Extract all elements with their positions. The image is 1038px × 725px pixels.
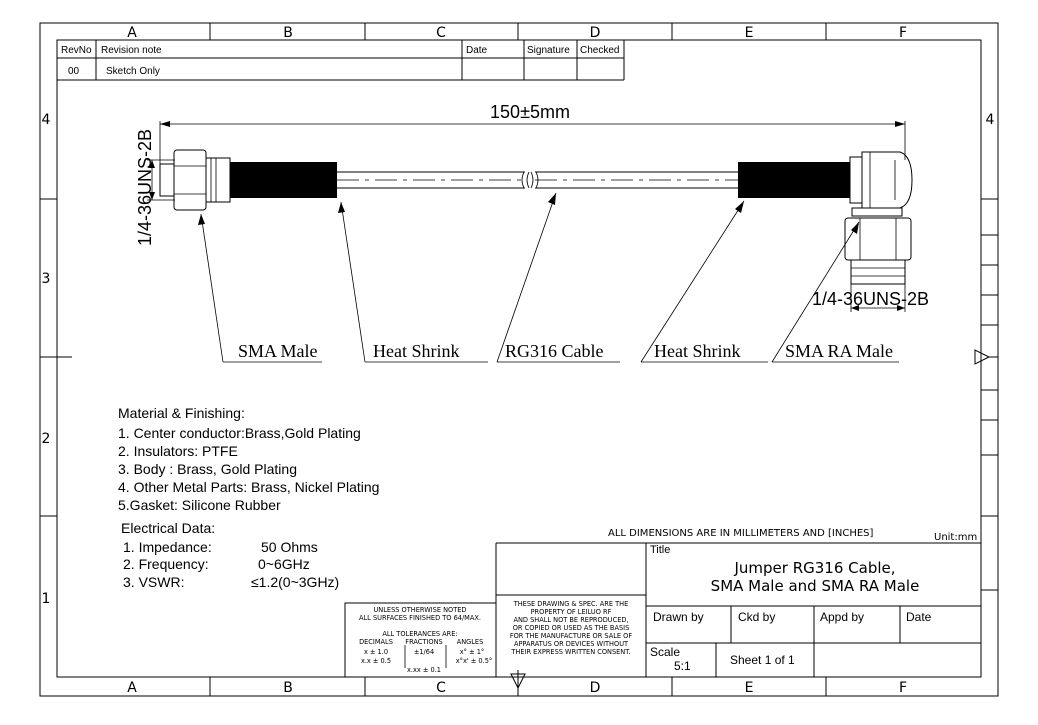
row-label-left-4: 4	[41, 112, 51, 128]
tolerance-header-fractions: FRACTIONS	[405, 638, 443, 646]
drawn-by-label: Drawn by	[653, 610, 704, 624]
tolerance-decimal-1: x ± 1.0	[363, 648, 389, 656]
tolerance-line-3: ALL TOLERANCES ARE:	[382, 630, 458, 638]
callout-heat-shrink-right: Heat Shrink	[654, 341, 741, 361]
row-label-left-3: 3	[41, 271, 51, 287]
col-label-top-b: B	[283, 25, 293, 41]
col-label-bottom-d: D	[589, 680, 601, 696]
col-label-bottom-f: F	[898, 680, 908, 696]
rev-cell-note: Sketch Only	[106, 66, 160, 77]
sma-ra-male-connector	[845, 152, 912, 284]
rev-header-checked: Checked	[580, 45, 620, 56]
tolerance-angle-1: x° ± 1°	[459, 648, 485, 656]
material-item-1: 1. Center conductor:Brass,Gold Plating	[118, 425, 361, 441]
sma-male-connector	[160, 150, 230, 210]
leader-lines	[198, 193, 899, 362]
electrical-impedance-label: 1. Impedance:	[123, 539, 212, 555]
length-dimension	[160, 102, 905, 165]
electrical-impedance-value: 50 Ohms	[261, 539, 318, 555]
material-item-4: 4. Other Metal Parts: Brass, Nickel Plating	[118, 479, 380, 495]
col-label-top-f: F	[898, 25, 908, 41]
electrical-frequency-label: 2. Frequency:	[123, 556, 209, 572]
callout-heat-shrink-left: Heat Shrink	[373, 341, 460, 361]
length-label: 150±5mm	[490, 102, 570, 122]
material-item-3: 3. Body : Brass, Gold Plating	[118, 461, 297, 477]
material-title: Material & Finishing:	[118, 405, 245, 421]
rg316-cable	[337, 172, 738, 188]
callout-rg316-cable: RG316 Cable	[505, 341, 604, 361]
copyright-line: PROPERTY OF LEILUO RF	[530, 608, 612, 616]
ckd-by-label: Ckd by	[738, 610, 776, 624]
right-thread-label: 1/4-36UNS-2B	[812, 289, 930, 309]
scale-value: 5:1	[674, 659, 691, 673]
row-label-left-1: 1	[41, 591, 51, 607]
left-thread-label: 1/4-36UNS-2B	[135, 128, 155, 246]
date-label: Date	[906, 610, 932, 624]
callout-sma-ra-male: SMA RA Male	[785, 341, 894, 361]
col-label-bottom-b: B	[283, 680, 293, 696]
callout-sma-male: SMA Male	[238, 341, 318, 361]
title-line-2: SMA Male and SMA RA Male	[710, 577, 920, 595]
col-label-bottom-e: E	[744, 680, 754, 696]
rev-cell-revno: 00	[68, 66, 80, 77]
rev-header-revno: RevNo	[61, 45, 92, 56]
rev-header-date: Date	[466, 45, 488, 56]
tolerance-angle-2: x°x' ± 0.5°	[455, 657, 493, 665]
right-thread-dimension	[812, 284, 929, 312]
rev-header-note: Revision note	[101, 45, 162, 56]
tolerance-line-1: UNLESS OTHERWISE NOTED	[373, 606, 467, 614]
row-label-right-4: 4	[985, 112, 995, 128]
col-label-top-d: D	[589, 25, 601, 41]
dimensions-note: ALL DIMENSIONS ARE IN MILLIMETERS AND [INCHES]	[608, 528, 874, 539]
sheet-label: Sheet 1 of 1	[730, 653, 795, 667]
copyright-line: THEIR EXPRESS WRITTEN CONSENT.	[511, 648, 631, 656]
revision-table	[57, 40, 624, 80]
electrical-frequency-value: 0~6GHz	[258, 556, 310, 572]
rev-header-signature: Signature	[527, 45, 570, 56]
tolerance-fraction: ±1/64	[413, 648, 435, 656]
left-thread-dimension	[135, 129, 175, 246]
title-label: Title	[650, 544, 671, 556]
material-item-2: 2. Insulators: PTFE	[118, 443, 238, 459]
heat-shrink-left	[230, 162, 337, 198]
copyright-notice	[510, 600, 633, 656]
scale-label: Scale	[650, 645, 681, 659]
electrical-vswr-value: ≤1.2(0~3GHz)	[251, 574, 340, 590]
copyright-line: OR COPIED OR USED AS THE BASIS	[512, 624, 630, 632]
tolerance-header-angles: ANGLES	[456, 638, 484, 646]
tolerance-header-decimals: DECIMALS	[359, 638, 393, 646]
electrical-vswr-label: 3. VSWR:	[123, 574, 185, 590]
col-label-top-e: E	[744, 25, 754, 41]
col-label-bottom-c: C	[436, 680, 446, 696]
copyright-line: FOR THE MANUFACTURE OR SALE OF	[509, 632, 633, 640]
title-line-1: Jumper RG316 Cable,	[734, 559, 896, 577]
material-item-5: 5.Gasket: Silicone Rubber	[118, 497, 281, 513]
title-block	[496, 528, 981, 677]
col-label-bottom-a: A	[127, 680, 137, 696]
copyright-line: AND SHALL NOT BE REPRODUCED,	[513, 616, 629, 624]
tolerance-decimal-2: x.x ± 0.5	[360, 657, 392, 665]
row-label-left-2: 2	[41, 431, 51, 447]
col-label-top-a: A	[127, 25, 137, 41]
tolerance-decimal-3: x.xx ± 0.1	[406, 666, 442, 674]
tolerance-block	[345, 603, 496, 677]
tolerance-line-2: ALL SURFACES FINISHED TO 64/MAX.	[358, 614, 482, 622]
copyright-line: THESE DRAWING & SPEC. ARE THE	[513, 600, 629, 608]
appd-by-label: Appd by	[820, 610, 865, 624]
col-label-top-c: C	[436, 25, 446, 41]
heat-shrink-right	[738, 162, 850, 198]
electrical-title: Electrical Data:	[121, 520, 216, 536]
copyright-line: APPARATUS OR DEVICES WITHOUT	[513, 640, 629, 648]
center-mark-right-icon	[975, 350, 989, 364]
unit-label: Unit:mm	[934, 532, 978, 543]
